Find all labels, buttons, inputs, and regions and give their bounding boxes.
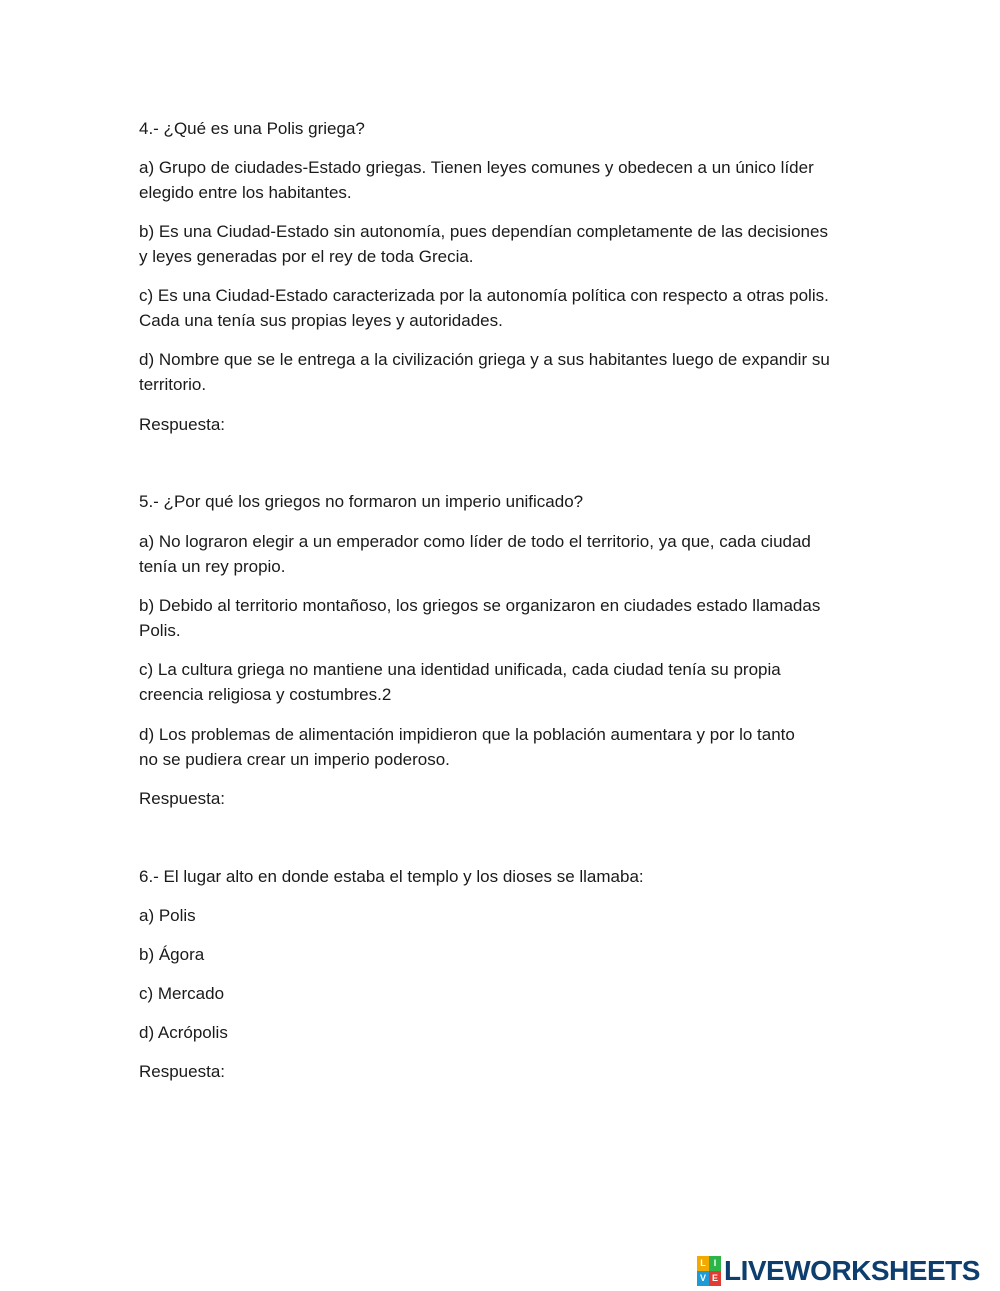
brand-wordmark: LIVEWORKSHEETS xyxy=(724,1255,980,1286)
q5-option-a-line-1: a) No lograron elegir a un emperador como líder de todo el territorio, ya que, cada ciudad xyxy=(139,532,811,551)
badge-letter-i: I xyxy=(709,1256,721,1271)
question-4-title: 4.- ¿Qué es una Polis griega? xyxy=(139,119,365,138)
q5-option-b-line-2: Polis. xyxy=(139,621,181,640)
q5-option-c-line-2: creencia religiosa y costumbres.2 xyxy=(139,685,392,704)
q5-answer-input[interactable] xyxy=(232,786,536,812)
q6-option-c: c) Mercado xyxy=(139,984,225,1003)
q4-option-c-line-1: c) Es una Ciudad-Estado caracterizada por la autonomía política con respecto a otras polis. xyxy=(139,286,829,305)
q5-option-d-line-1: d) Los problemas de alimentación impidieron que la población aumentara y por lo tanto xyxy=(139,725,795,744)
q4-option-a-line-2: elegido entre los habitantes. xyxy=(139,183,352,202)
q5-option-d-line-2: no se pudiera crear un imperio poderoso. xyxy=(139,750,450,769)
q6-option-b: b) Ágora xyxy=(139,945,205,964)
badge-letter-e: E xyxy=(709,1271,721,1286)
q4-option-b-line-2: y leyes generadas por el rey de toda Grecia. xyxy=(139,247,474,266)
badge-letter-v: V xyxy=(697,1271,709,1286)
liveworksheets-logo xyxy=(697,1254,980,1288)
q5-option-b-line-1: b) Debido al territorio montañoso, los griegos se organizaron en ciudades estado llamadas xyxy=(139,596,821,615)
q4-answer-label: Respuesta: xyxy=(139,415,225,434)
live-badge-icon xyxy=(697,1256,721,1286)
q4-answer-input[interactable] xyxy=(232,412,536,438)
q4-option-b-line-1: b) Es una Ciudad-Estado sin autonomía, pues dependían completamente de las decisiones xyxy=(139,222,828,241)
q5-option-c-line-1: c) La cultura griega no mantiene una identidad unificada, cada ciudad tenía su propia xyxy=(139,660,781,679)
question-6-title: 6.- El lugar alto en donde estaba el templo y los dioses se llamaba: xyxy=(139,867,644,886)
q6-option-a: a) Polis xyxy=(139,906,196,925)
q5-option-a-line-2: tenía un rey propio. xyxy=(139,557,286,576)
q4-option-a-line-1: a) Grupo de ciudades-Estado griegas. Tienen leyes comunes y obedecen a un único líder xyxy=(139,158,814,177)
q6-answer-label: Respuesta: xyxy=(139,1062,225,1081)
q6-option-d: d) Acrópolis xyxy=(139,1023,228,1042)
question-5-title: 5.- ¿Por qué los griegos no formaron un imperio unificado? xyxy=(139,492,584,511)
badge-letter-l: L xyxy=(697,1256,709,1271)
q4-option-d-line-1: d) Nombre que se le entrega a la civilización griega y a sus habitantes luego de expandir su xyxy=(139,350,830,369)
q5-answer-label: Respuesta: xyxy=(139,789,225,808)
q4-option-c-line-2: Cada una tenía sus propias leyes y autoridades. xyxy=(139,311,503,330)
q6-answer-input[interactable] xyxy=(232,1059,536,1085)
q4-option-d-line-2: territorio. xyxy=(139,375,207,394)
